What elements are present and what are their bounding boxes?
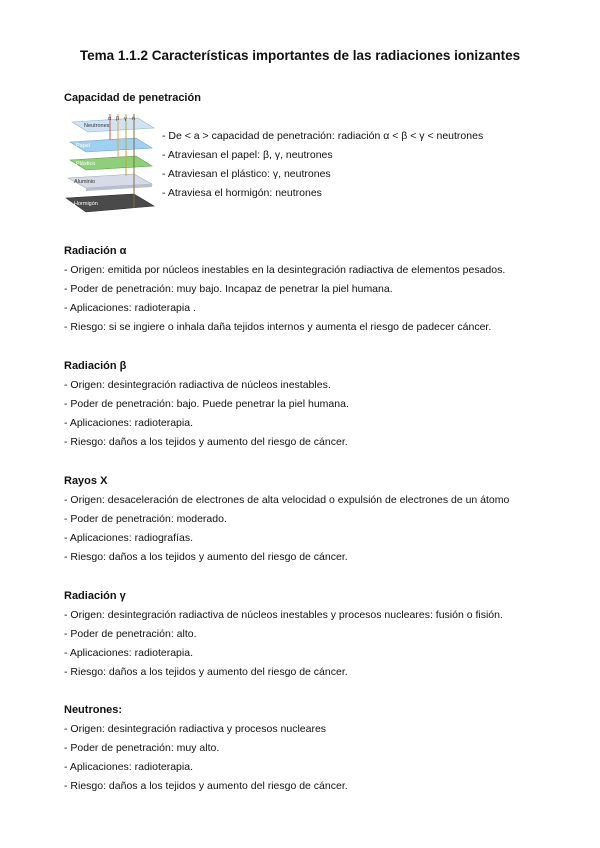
section-item: - Aplicaciones: radioterapia. bbox=[64, 647, 193, 659]
section-item: - Riesgo: daños a los tejidos y aumento del riesgo de cáncer. bbox=[64, 436, 348, 448]
label-plastic: Plástico bbox=[76, 161, 96, 167]
section-heading-neutrons: Neutrones: bbox=[64, 704, 123, 716]
section-heading-alpha: Radiación α bbox=[64, 245, 127, 257]
section-item: - Aplicaciones: radiografías. bbox=[64, 532, 193, 544]
penetration-diagram bbox=[64, 114, 160, 218]
penetration-item: - De < a > capacidad de penetración: radiación α < β < γ < neutrones bbox=[162, 130, 484, 142]
section-item: - Origen: desintegración radiactiva de núcleos inestables. bbox=[64, 379, 331, 391]
section-item: - Poder de penetración: bajo. Puede penetrar la piel humana. bbox=[64, 398, 349, 410]
gamma-symbol: γ bbox=[124, 116, 127, 122]
neutron-symbol: n bbox=[132, 116, 136, 122]
section-item: - Origen: desaceleración de electrones de alta velocidad o expulsión de electrones de un átomo bbox=[64, 494, 510, 506]
penetration-item: - Atraviesan el papel: β, γ, neutrones bbox=[162, 149, 333, 161]
section-item: - Poder de penetración: alto. bbox=[64, 628, 197, 640]
section-heading-gamma: Radiación γ bbox=[64, 590, 126, 602]
section-item: - Riesgo: daños a los tejidos y aumento del riesgo de cáncer. bbox=[64, 551, 348, 563]
penetration-item: - Atraviesa el hormigón: neutrones bbox=[162, 187, 322, 199]
section-item: - Origen: desintegración radiactiva y procesos nucleares bbox=[64, 723, 327, 735]
label-paper: Papel bbox=[76, 143, 91, 149]
section-heading-xrays: Rayos X bbox=[64, 475, 108, 487]
section-item: - Aplicaciones: radioterapia. bbox=[64, 417, 193, 429]
label-concrete: Hormigón bbox=[74, 201, 98, 207]
section-item: - Poder de penetración: muy bajo. Incapaz de penetrar la piel humana. bbox=[64, 283, 393, 295]
label-neutrons: Neutrones bbox=[84, 123, 110, 129]
section-item: - Riesgo: daños a los tejidos y aumento del riesgo de cáncer. bbox=[64, 780, 348, 792]
section-item: - Aplicaciones: radioterapia. bbox=[64, 761, 193, 773]
section-item: - Aplicaciones: radioterapia . bbox=[64, 302, 196, 314]
page-title: Tema 1.1.2 Características importantes de las radiaciones ionizantes bbox=[79, 48, 521, 63]
beta-symbol: β bbox=[116, 116, 120, 122]
section-item: - Riesgo: daños a los tejidos y aumento del riesgo de cáncer. bbox=[64, 666, 348, 678]
label-aluminium: Aluminio bbox=[74, 179, 96, 185]
section-item: - Poder de penetración: moderado. bbox=[64, 513, 227, 525]
section-item: - Poder de penetración: muy alto. bbox=[64, 742, 220, 754]
section-item: - Origen: desintegración radiactiva de núcleos inestables y procesos nucleares: fusión o fisión. bbox=[64, 609, 503, 621]
section-item: - Riesgo: si se ingiere o inhala daña tejidos internos y aumenta el riesgo de padecer cáncer. bbox=[64, 321, 492, 333]
section-item: - Origen: emitida por núcleos inestables en la desintegración radiactiva de elementos pesados. bbox=[64, 264, 506, 276]
alpha-symbol: α bbox=[108, 116, 112, 122]
section-heading-beta: Radiación β bbox=[64, 360, 127, 372]
penetration-item: - Atraviesan el plástico: γ, neutrones bbox=[162, 168, 331, 180]
penetration-diagram-svg bbox=[64, 114, 160, 218]
penetration-heading: Capacidad de penetración bbox=[64, 92, 201, 104]
